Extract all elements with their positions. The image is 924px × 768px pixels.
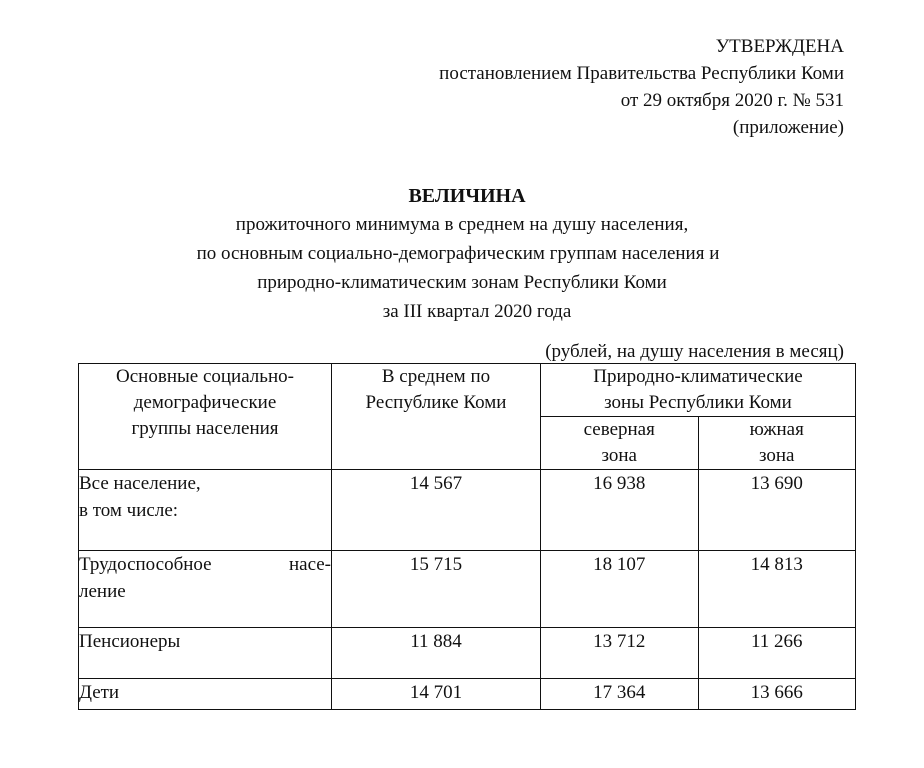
- header-groups: [79, 364, 332, 470]
- row-name: Дети: [79, 679, 332, 710]
- header-zones-line-1: Природно-климатические: [593, 366, 803, 387]
- header-average-line-2: Республике Коми: [365, 392, 507, 413]
- row-name-word-1: Трудоспособное: [79, 554, 212, 575]
- header-groups-line-2: демографические: [133, 392, 277, 413]
- cell-north: 17 364: [541, 679, 699, 710]
- header-north-zone: [541, 417, 699, 470]
- row-name-line-1: [79, 551, 331, 578]
- row-name-line-2: ление: [79, 581, 126, 602]
- row-name-word-2: насе-: [288, 554, 331, 575]
- approval-block: [439, 33, 844, 141]
- title-line-4: за III квартал 2020 года: [382, 301, 572, 322]
- title-heading: ВЕЛИЧИНА: [408, 185, 526, 207]
- row-name: Пенсионеры: [79, 628, 332, 679]
- header-average: [332, 364, 541, 470]
- approval-date-number: от 29 октября 2020 г. № 531: [620, 90, 844, 111]
- header-south-line-1: южная: [749, 419, 804, 440]
- cell-north: 16 938: [541, 470, 699, 551]
- cell-average: 15 715: [332, 551, 541, 628]
- approval-decree: постановлением Правительства Республики Коми: [439, 63, 844, 84]
- title-line-3: природно-климатическим зонам Республики Коми: [257, 272, 667, 293]
- header-north-line-2: зона: [601, 445, 637, 466]
- header-zones: [541, 364, 856, 417]
- header-groups-line-1: Основные социально-: [116, 366, 294, 387]
- header-north-line-1: северная: [583, 419, 655, 440]
- header-groups-line-3: группы населения: [131, 418, 279, 439]
- cell-north: 18 107: [541, 551, 699, 628]
- row-name-line-2: в том числе:: [79, 500, 179, 521]
- cell-south: 14 813: [698, 551, 856, 628]
- header-zones-line-2: зоны Республики Коми: [604, 392, 792, 413]
- cell-north: 13 712: [541, 628, 699, 679]
- cell-south: 11 266: [698, 628, 856, 679]
- approval-appendix: (приложение): [732, 117, 844, 138]
- units-note: (рублей, на душу населения в месяц): [545, 341, 844, 362]
- header-average-line-1: В среднем по: [381, 366, 491, 387]
- row-name: [79, 551, 332, 628]
- cell-average: 14 701: [332, 679, 541, 710]
- title-line-2: по основным социально-демографическим группам населения и: [196, 243, 720, 264]
- table-row: [79, 628, 856, 679]
- row-name-line-1: Все население,: [79, 473, 201, 494]
- title-line-1: прожиточного минимума в среднем на душу населения,: [235, 214, 689, 235]
- table-row: [79, 470, 856, 551]
- row-name: [79, 470, 332, 551]
- subsistence-minimum-table: [78, 363, 856, 710]
- cell-south: 13 690: [698, 470, 856, 551]
- table-row: [79, 679, 856, 710]
- cell-average: 14 567: [332, 470, 541, 551]
- table-row: [79, 551, 856, 628]
- header-south-line-2: зона: [759, 445, 795, 466]
- header-south-zone: [698, 417, 856, 470]
- document-title: [0, 183, 924, 326]
- cell-average: 11 884: [332, 628, 541, 679]
- cell-south: 13 666: [698, 679, 856, 710]
- approval-status: УТВЕРЖДЕНА: [715, 36, 844, 57]
